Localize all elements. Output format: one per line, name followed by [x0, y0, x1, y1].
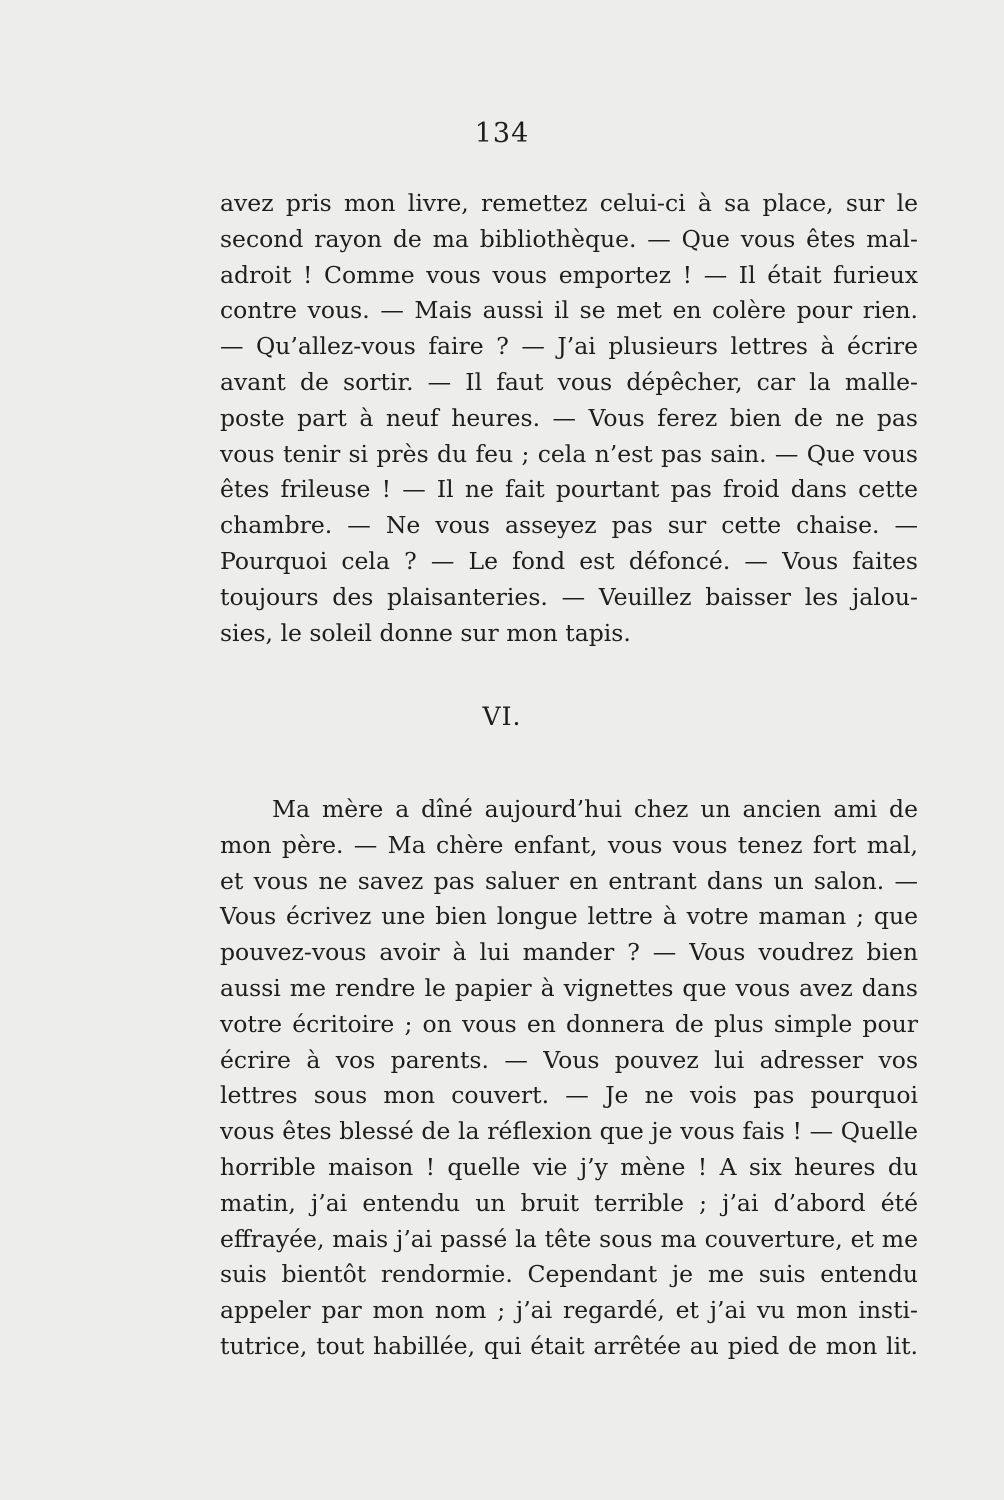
text-line: lettres sous mon couvert. — Je ne vois pas pourquoi — [220, 1081, 918, 1110]
text-line: second rayon de ma bibliothèque. — Que vous êtes mal- — [220, 224, 918, 253]
text-line: vous tenir si près du feu ; cela n’est pas sain. — Que vous — [220, 439, 918, 468]
text-line: vous êtes blessé de la réflexion que je vous fais ! — Quelle — [220, 1117, 918, 1146]
text-line: poste part à neuf heures. — Vous ferez bien de ne pas — [220, 403, 918, 432]
text-line: avant de sortir. — Il faut vous dépêcher, car la malle- — [220, 367, 918, 396]
text-line: horrible maison ! quelle vie j’y mène ! A six heures du — [220, 1152, 918, 1181]
paragraph-continued — [220, 186, 918, 651]
text-line: aussi me rendre le papier à vignettes que vous avez dans — [220, 973, 918, 1002]
text-line: contre vous. — Mais aussi il se met en colère pour rien. — [220, 296, 918, 325]
text-line: Pourquoi cela ? — Le fond est défoncé. — Vous faites — [220, 546, 918, 575]
text-line: écrire à vos parents. — Vous pouvez lui adresser vos — [220, 1045, 918, 1074]
text-line: Ma mère a dîné aujourd’hui chez un ancien ami de — [272, 795, 918, 823]
text-line: matin, j’ai entendu un bruit terrible ; j’ai d’abord été — [220, 1188, 918, 1217]
text-line: mon père. — Ma chère enfant, vous vous tenez fort mal, — [220, 830, 918, 859]
text-line: effrayée, mais j’ai passé la tête sous ma couverture, et me — [220, 1224, 918, 1253]
text-line: — Qu’allez-vous faire ? — J’ai plusieurs lettres à écrire — [220, 332, 918, 361]
paragraph-section-vi — [220, 792, 918, 1365]
text-line: êtes frileuse ! — Il ne fait pourtant pas froid dans cette — [220, 475, 918, 504]
text-line: Vous écrivez une bien longue lettre à votre maman ; que — [220, 902, 918, 931]
text-line: suis bientôt rendormie. Cependant je me suis entendu — [220, 1260, 918, 1289]
text-line: avez pris mon livre, remettez celui-ci à sa place, sur le — [220, 189, 918, 217]
section-heading: VI. — [482, 702, 522, 731]
text-line: et vous ne savez pas saluer en entrant dans un salon. — — [220, 866, 918, 895]
text-line: appeler par mon nom ; j’ai regardé, et j’ai vu mon insti- — [220, 1296, 918, 1325]
text-line: chambre. — Ne vous asseyez pas sur cette chaise. — — [220, 511, 918, 540]
text-line: pouvez-vous avoir à lui mander ? — Vous voudrez bien — [220, 938, 918, 967]
text-line: toujours des plaisanteries. — Veuillez baisser les jalou- — [220, 582, 918, 611]
page-number: 134 — [474, 118, 530, 149]
text-line: votre écritoire ; on vous en donnera de plus simple pour — [220, 1009, 918, 1038]
text-line: adroit ! Comme vous vous emportez ! — Il était furieux — [220, 260, 918, 289]
text-line: sies, le soleil donne sur mon tapis. — [220, 618, 631, 647]
text-line: tutrice, tout habillée, qui était arrêtée au pied de mon lit. — [220, 1331, 918, 1360]
